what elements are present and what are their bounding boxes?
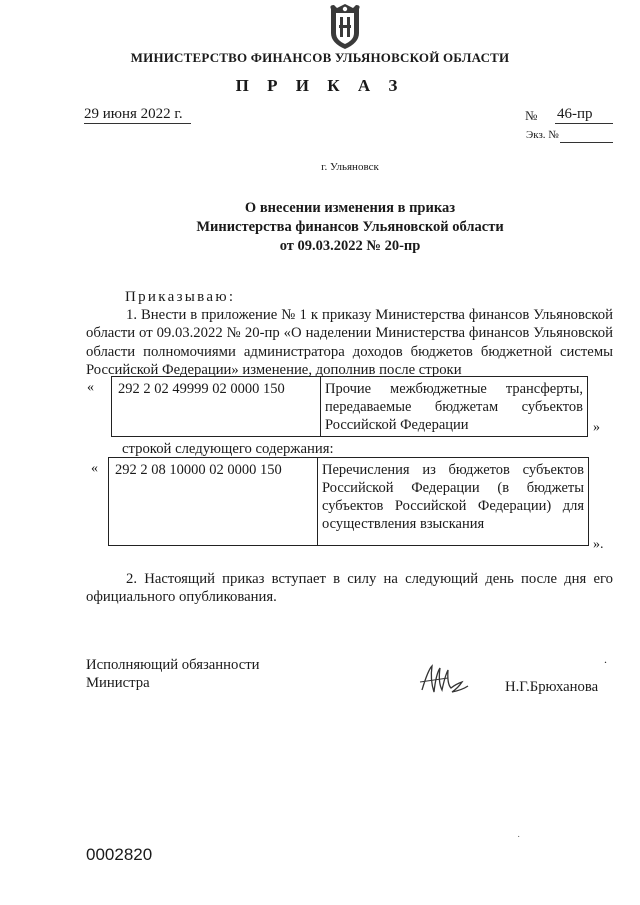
table-row bbox=[109, 458, 589, 546]
quote-open-2: « bbox=[91, 461, 98, 476]
existing-row-table bbox=[111, 376, 588, 437]
new-row-table bbox=[108, 457, 589, 546]
signatory-role bbox=[86, 656, 260, 693]
income-name-cell: Перечисления из бюджетов субъектов Российской Федерации (в бюджеты субъектов Российской Федерации) для осуществления взыскания bbox=[318, 458, 589, 546]
document-type: П Р И К А З bbox=[235, 76, 405, 95]
budget-code-cell: 292 2 02 49999 02 0000 150 bbox=[112, 377, 321, 437]
date-underline bbox=[84, 123, 191, 124]
following-row-text: строкой следующего содержания: bbox=[122, 441, 334, 457]
copy-number-underline bbox=[560, 142, 613, 143]
coat-of-arms-emblem bbox=[325, 3, 365, 51]
number-sign: № bbox=[525, 108, 538, 123]
signatory-name: Н.Г.Брюханова bbox=[505, 679, 599, 695]
orders-heading: Приказываю: bbox=[125, 289, 236, 305]
title-line-3: от 09.03.2022 № 20-пр bbox=[279, 238, 421, 254]
scan-mark: . bbox=[604, 652, 607, 666]
title-line-1: О внесении изменения в приказ bbox=[244, 200, 456, 216]
copy-number-label: Экз. № bbox=[526, 129, 559, 141]
order-title bbox=[0, 199, 640, 256]
city: г. Ульяновск bbox=[321, 161, 379, 173]
ministry-name: МИНИСТЕРСТВО ФИНАНСОВ УЛЬЯНОВСКОЙ ОБЛАСТИ bbox=[130, 50, 510, 65]
title-line-2: Министерства финансов Ульяновской области bbox=[196, 219, 504, 235]
order-number: 46-пр bbox=[557, 106, 593, 122]
scan-mark: ˙ bbox=[517, 835, 521, 846]
quote-close-2: ». bbox=[593, 537, 604, 552]
paragraph-item-1: 1. Внести в приложение № 1 к приказу Министерства финансов Ульяновской области от 09.03.2022 № 20-пр «О наделении Министерства финансов Ульяновской области полномочиями администратора доходов бюджетов бюджетной системы Российской Федерации» изменение, дополнив после строки bbox=[86, 307, 613, 378]
quote-close-1: » bbox=[593, 420, 600, 435]
quote-open-1: « bbox=[87, 380, 94, 395]
handwritten-signature bbox=[418, 660, 470, 700]
income-name-cell: Прочие межбюджетные трансферты, передаваемые бюджетам субъектов Российской Федерации bbox=[321, 377, 588, 437]
table-row bbox=[112, 377, 588, 437]
serial-number: 0002820 bbox=[86, 845, 153, 864]
number-underline bbox=[555, 123, 613, 124]
role-line-2: Министра bbox=[86, 675, 150, 692]
paragraph-item-2: 2. Настоящий приказ вступает в силу на следующий день после дня его официального опубликования. bbox=[86, 571, 613, 606]
role-line-1: Исполняющий обязанности bbox=[86, 657, 260, 673]
order-date: 29 июня 2022 г. bbox=[84, 106, 183, 122]
budget-code-cell: 292 2 08 10000 02 0000 150 bbox=[109, 458, 318, 546]
